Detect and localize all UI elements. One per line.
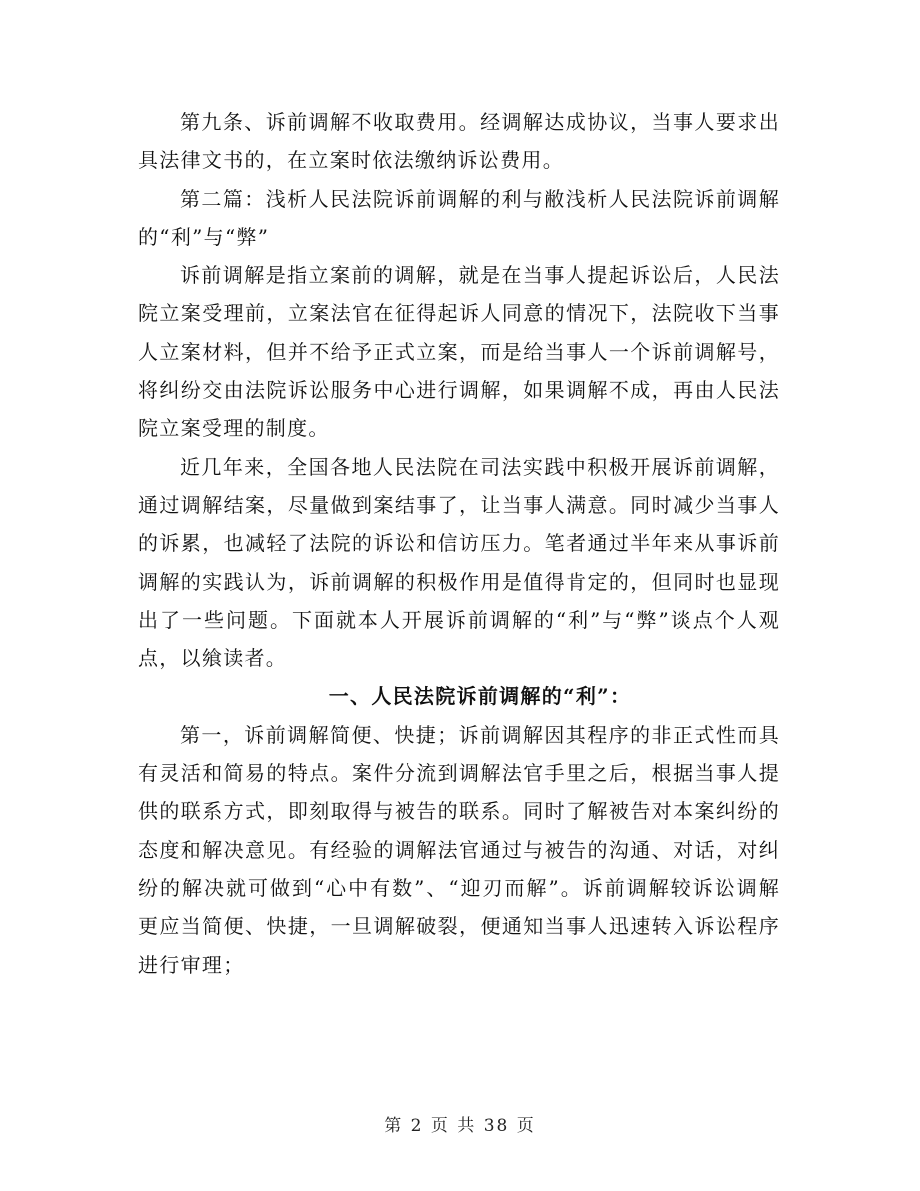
paragraph-definition: 诉前调解是指立案前的调解，就是在当事人提起诉讼后，人民法院立案受理前，立案法官在征得起诉人同意的情况下，法院收下当事人立案材料，但并不给予正式立案，而是给当事人一个诉前调解号，将纠纷交由法院诉讼服务中心进行调解，如果调解不成，再由人民法院立案受理的制度。 [138,263,780,441]
page-footer: 第 2 页 共 38 页 [384,1116,536,1136]
section-heading: 一、人民法院诉前调解的“利”： [328,684,632,709]
paragraph-background: 近几年来，全国各地人民法院在司法实践中积极开展诉前调解，通过调解结案，尽量做到案结事了，让当事人满意。同时减少当事人的诉累，也减轻了法院的诉讼和信访压力。笔者通过半年来从事诉前调解的实践认为，诉前调解的积极作用是值得肯定的，但同时也显现出了一些问题。下面就本人开展诉前调解的“利”与“弊”谈点个人观点，以飨读者。 [138,454,780,671]
document-body [138,103,780,984]
paragraph-advantage-one: 第一，诉前调解简便、快捷；诉前调解因其程序的非正式性而具有灵活和简易的特点。案件分流到调解法官手里之后，根据当事人提供的联系方式，即刻取得与被告的联系。同时了解被告对本案纠纷的态度和解决意见。有经验的调解法官通过与被告的沟通、对话，对纠纷的解决就可做到“心中有数”、“迎刃而解”。诉前调解较诉讼调解更应当简便、快捷，一旦调解破裂，便通知当事人迅速转入诉讼程序进行审理； [138,722,780,977]
paragraph-article-nine: 第九条、诉前调解不收取费用。经调解达成协议，当事人要求出具法律文书的，在立案时依法缴纳诉讼费用。 [138,110,780,173]
paragraph-chapter-two-title: 第二篇：浅析人民法院诉前调解的利与敝浅析人民法院诉前调解的“利”与“弊” [138,186,780,249]
